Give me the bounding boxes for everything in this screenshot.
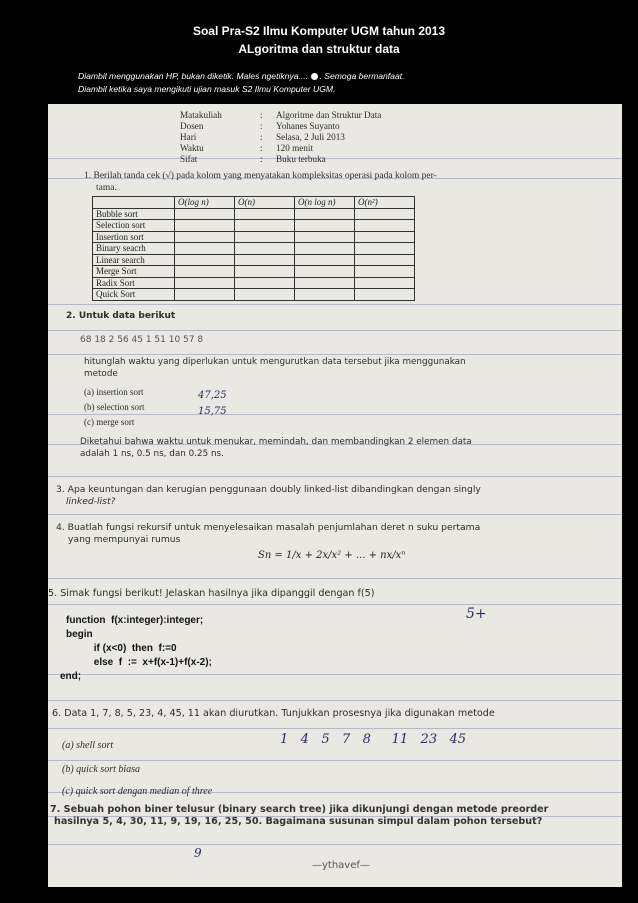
question-2-title: 2. Untuk data berikut	[66, 311, 176, 321]
series-formula: Sn = 1/x + 2x/x² + ... + nx/xⁿ	[258, 550, 406, 561]
question-2-data: 68 18 2 56 45 1 51 10 57 8	[80, 335, 204, 345]
column-header: O(n²)	[355, 197, 415, 209]
question-2-option-c: (c) merge sort	[84, 417, 135, 427]
question-1-line-1: 1. Berilah tanda cek (√) pada kolom yang menyatakan kompleksitas operasi pada kolom per-	[84, 171, 437, 181]
table-row	[93, 231, 415, 243]
lightbulb-icon	[311, 73, 318, 80]
info-value: Buku terbuka	[276, 154, 326, 164]
table-row	[93, 254, 415, 266]
column-header: O(n)	[235, 197, 295, 209]
question-4-line-2: yang mempunyai rumus	[68, 534, 181, 545]
exam-info: Matakuliah : Algoritme dan Struktur Data Dosen : Yohanes Suyanto Hari : Selasa, 2 Juli 2013 Waktu : 120 menit Sifat : Buku terbuka	[180, 110, 382, 164]
handwritten-answer-b: 15,75	[198, 406, 227, 417]
handwritten-answer-5: 5+	[466, 606, 487, 622]
question-2-option-b: (b) selection sort	[84, 402, 145, 412]
question-6-option-c: (c) quick sort dengan median of three	[62, 786, 213, 797]
column-header: O(n log n)	[295, 197, 355, 209]
code-line: else f := x+f(x-1)+f(x-2);	[66, 657, 212, 668]
handwritten-answer-a: 47,25	[198, 390, 227, 401]
info-key: Sifat	[180, 154, 198, 164]
algorithm-name: Merge Sort	[93, 266, 175, 278]
question-3-line-1: 3. Apa keuntungan dan kerugian penggunaan doubly linked-list dibandingkan dengan singly	[56, 484, 481, 495]
table-row	[93, 277, 415, 289]
info-key: Hari	[180, 132, 197, 142]
info-value: Selasa, 2 Juli 2013	[276, 132, 345, 142]
question-2-option-a: (a) insertion sort	[84, 387, 144, 397]
algorithm-name: Insertion sort	[93, 231, 175, 243]
algorithm-name: Radix Sort	[93, 277, 175, 289]
info-key: Matakuliah	[180, 110, 222, 120]
table-row	[93, 243, 415, 255]
algorithm-name: Bubble sort	[93, 208, 175, 220]
table-row	[93, 208, 415, 220]
page-header	[0, 22, 638, 58]
handwritten-answer-7: 9	[194, 846, 202, 860]
column-header: O(log n)	[175, 197, 235, 209]
info-value: Algoritme dan Struktur Data	[276, 110, 382, 120]
exam-photo	[48, 104, 622, 887]
question-6: 6. Data 1, 7, 8, 5, 23, 4, 45, 11 akan diurutkan. Tunjukkan prosesnya jika digunakan metode	[52, 708, 495, 719]
table-row	[93, 266, 415, 278]
question-6-option-b: (b) quick sort biasa	[62, 764, 141, 775]
handwritten-sorted-sequence: 1 4 5 7 8 11 23 45	[280, 732, 467, 747]
question-7	[50, 804, 548, 828]
algorithm-name: Linear search	[93, 254, 175, 266]
question-7-line-2: hasilnya 5, 4, 30, 11, 9, 19, 16, 25, 50. Bagaimana susunan simpul dalam pohon tersebut?	[54, 816, 543, 827]
pascal-code	[60, 614, 212, 684]
question-1-line-2: tama.	[96, 183, 117, 193]
question-2-note-1: Diketahui bahwa waktu untuk menukar, memindah, dan membandingkan 2 elemen data	[80, 437, 472, 447]
complexity-table	[92, 196, 415, 301]
question-4-line-1: 4. Buatlah fungsi rekursif untuk menyelesaikan masalah penjumlahan deret n suku pertama	[56, 522, 481, 533]
info-key: Waktu	[180, 143, 204, 153]
question-2-line-1: hitunglah waktu yang diperlukan untuk mengurutkan data tersebut jika menggunakan	[84, 357, 466, 367]
code-line: begin	[66, 629, 93, 640]
table-row	[93, 220, 415, 232]
algorithm-name: Selection sort	[93, 220, 175, 232]
note-line-2: Diambil ketika saya mengikuti ujian masuk S2 Ilmu Komputer UGM.	[78, 84, 336, 94]
info-value: 120 menit	[276, 143, 314, 153]
table-header-row	[93, 197, 415, 209]
question-7-line-1: 7. Sebuah pohon biner telusur (binary search tree) jika dikunjungi dengan metode preorder	[50, 804, 549, 815]
page-title: Soal Pra-S2 Ilmu Komputer UGM tahun 2013	[192, 24, 446, 38]
question-6-option-a: (a) shell sort	[62, 740, 114, 751]
algorithm-name: Binary seacrh	[93, 243, 175, 255]
question-2-line-2: metode	[84, 369, 118, 379]
code-line: function f(x:integer):integer;	[66, 615, 204, 626]
question-5: 5. Simak fungsi berikut! Jelaskan hasilnya jika dipanggil dengan f(5)	[48, 588, 375, 599]
intro-note	[78, 70, 405, 96]
question-3	[56, 484, 481, 508]
question-2	[66, 310, 472, 460]
algorithm-name: Quick Sort	[93, 289, 175, 301]
table-row	[93, 289, 415, 301]
question-4	[56, 522, 480, 546]
info-key: Dosen	[180, 121, 204, 131]
info-value: Yohanes Suyanto	[276, 121, 340, 131]
page-subtitle: ALgoritma dan struktur data	[238, 42, 400, 56]
note-line-1-end: . Semoga bermanfaat.	[319, 71, 405, 81]
question-3-line-2: linked-list?	[66, 496, 116, 507]
question-1	[84, 170, 437, 194]
code-line: end;	[60, 671, 82, 682]
note-line-1: Diambil menggunakan HP, bukan diketik. Males ngetiknya....	[78, 71, 311, 81]
exam-footer: —ythavef—	[312, 860, 370, 871]
code-line: if (x<0) then f:=0	[66, 643, 177, 654]
column-header	[93, 197, 175, 209]
question-2-note-2: adalah 1 ns, 0.5 ns, dan 0.25 ns.	[80, 449, 224, 459]
